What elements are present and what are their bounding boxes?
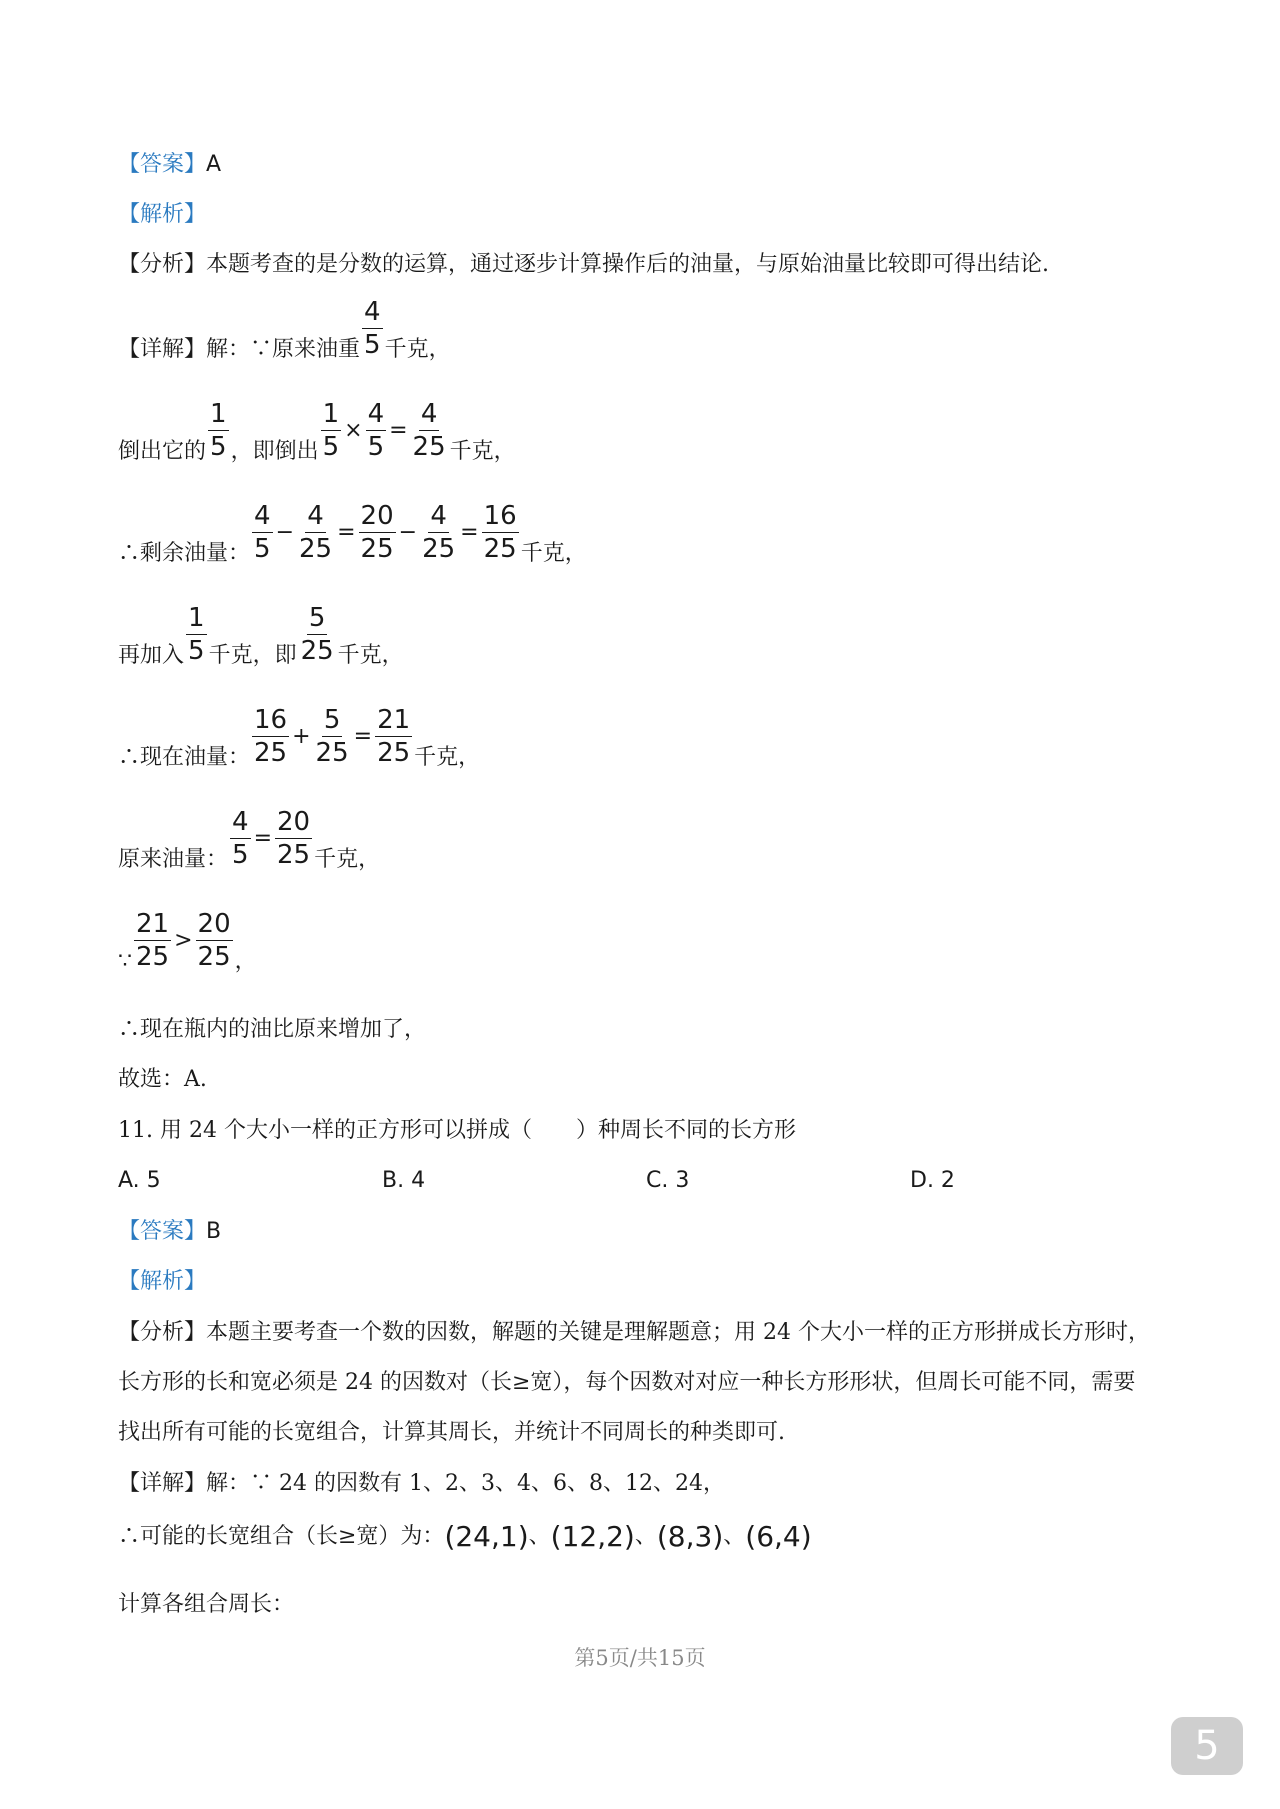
pour-mid: ，即倒出 xyxy=(230,439,319,464)
fraction: $\frac{21}{25}$ xyxy=(377,705,411,768)
comma: ， xyxy=(234,949,257,974)
answer-line-q10 xyxy=(118,150,221,180)
page-number-badge[interactable]: 5 xyxy=(1171,1717,1243,1775)
fraction: $\frac{4}{25}$ xyxy=(422,501,456,564)
fraction: $\frac{20}{25}$ xyxy=(197,909,231,972)
fraction: $\frac{4}{25}$ xyxy=(412,399,446,462)
fraction: $\frac{4}{5}$ xyxy=(364,297,381,360)
answer-value: A xyxy=(206,152,222,177)
perimeter-line: 计算各组合周长： xyxy=(118,1592,295,1617)
because-symbol: ∵ xyxy=(118,949,132,974)
answer-value: B xyxy=(206,1219,222,1244)
analysis-tag-q10: 【解析】 xyxy=(118,202,207,227)
option-c: C. 3 xyxy=(646,1168,690,1193)
unit: 千克， xyxy=(314,847,381,872)
pair: (12,2) xyxy=(550,1520,635,1553)
detail-q11: 【详解】解：∵ 24 的因数有 1、2、3、4、6、8、12、24， xyxy=(118,1471,725,1496)
now-line: ∴现在油量： $\frac{16}{25}$ + $\frac{5}{25}$ = $\frac{21}{25}$ 千克， xyxy=(118,705,481,770)
answer-line-q11 xyxy=(118,1217,221,1247)
fraction: $\frac{5}{25}$ xyxy=(315,705,349,768)
fraction: $\frac{5}{25}$ xyxy=(300,603,334,666)
remain-prefix: ∴剩余油量： xyxy=(118,541,251,566)
fraction: $\frac{21}{25}$ xyxy=(136,909,170,972)
fraction: $\frac{16}{25}$ xyxy=(254,705,288,768)
combo-line: ∴可能的长宽组合（长≥宽）为：(24,1)、(12,2)、(8,3)、(6,4) xyxy=(118,1520,812,1553)
fraction: $\frac{16}{25}$ xyxy=(483,501,517,564)
unit: 千克， xyxy=(384,337,451,362)
fraction: $\frac{4}{25}$ xyxy=(299,501,333,564)
pour-prefix: 倒出它的 xyxy=(118,439,207,464)
fraction: $\frac{20}{25}$ xyxy=(277,807,311,870)
pair: (8,3) xyxy=(656,1520,724,1553)
fraction: $\frac{1}{5}$ xyxy=(188,603,205,666)
fraction: $\frac{1}{5}$ xyxy=(210,399,227,462)
answer-tag: 【答案】 xyxy=(118,152,207,177)
option-a: A. 5 xyxy=(118,1168,161,1193)
compare-line: ∵ $\frac{21}{25}$ > $\frac{20}{25}$ ， xyxy=(118,909,257,974)
orig-line: 原来油量： $\frac{4}{5}$ = $\frac{20}{25}$ 千克， xyxy=(118,807,381,872)
fraction: $\frac{4}{5}$ xyxy=(254,501,271,564)
fraction: $\frac{4}{5}$ xyxy=(367,399,385,462)
unit: 千克， xyxy=(449,439,516,464)
fenxi-q11-line3: 找出所有可能的长宽组合，计算其周长，并统计不同周长的种类即可. xyxy=(118,1420,785,1445)
unit: 千克， xyxy=(337,643,404,668)
pour-line: 倒出它的 $\frac{1}{5}$ ，即倒出 $\frac{1}{5}$ × $\frac{4}{5}$ = $\frac{4}{25}$ 千克， xyxy=(118,399,516,464)
option-d: D. 2 xyxy=(910,1168,955,1193)
orig-prefix: 原来油量： xyxy=(118,847,229,872)
answer-tag: 【答案】 xyxy=(118,1219,207,1244)
fraction: $\frac{20}{25}$ xyxy=(360,501,394,564)
pair: (6,4) xyxy=(745,1520,812,1553)
fenxi-q10: 【分析】本题考查的是分数的运算，通过逐步计算操作后的油量，与原始油量比较即可得出结论. xyxy=(118,252,1049,277)
add-line xyxy=(118,603,404,671)
now-prefix: ∴现在油量： xyxy=(118,745,251,770)
remain-line: ∴剩余油量： $\frac{4}{5}$ − $\frac{4}{25}$ = $\frac{20}{25}$ − $\frac{4}{25}$ = $\frac{16}{25}$ 千克， xyxy=(118,501,587,566)
option-b: B. 4 xyxy=(382,1168,426,1193)
fraction: $\frac{4}{5}$ xyxy=(232,807,249,870)
fenxi-q11-line2: 长方形的长和宽必须是 24 的因数对（长≥宽），每个因数对对应一种长方形形状，但周长可能不同，需要 xyxy=(118,1370,1136,1395)
conclusion: ∴现在瓶内的油比原来增加了， xyxy=(118,1017,427,1042)
choose: 故选：A. xyxy=(118,1067,207,1092)
unit: 千克， xyxy=(414,745,481,770)
add-mid: 千克，即 xyxy=(208,643,297,668)
fenxi-q11-line1: 【分析】本题主要考查一个数的因数，解题的关键是理解题意；用 24 个大小一样的正方形拼成长方形时， xyxy=(118,1320,1150,1345)
combo-prefix: ∴可能的长宽组合（长≥宽）为： xyxy=(118,1524,445,1549)
fraction: $\frac{1}{5}$ xyxy=(322,399,340,462)
detail-prefix: 【详解】解：∵原来油重 xyxy=(118,337,361,362)
page-footer: 第5页/共15页 xyxy=(574,1646,706,1670)
add-prefix: 再加入 xyxy=(118,643,185,668)
analysis-tag-q11: 【解析】 xyxy=(118,1269,207,1294)
detail-line xyxy=(118,297,451,365)
unit: 千克， xyxy=(520,541,587,566)
pair: (24,1) xyxy=(444,1520,529,1553)
question-q11: 11. 用 24 个大小一样的正方形可以拼成（ ）种周长不同的长方形 xyxy=(118,1118,796,1143)
